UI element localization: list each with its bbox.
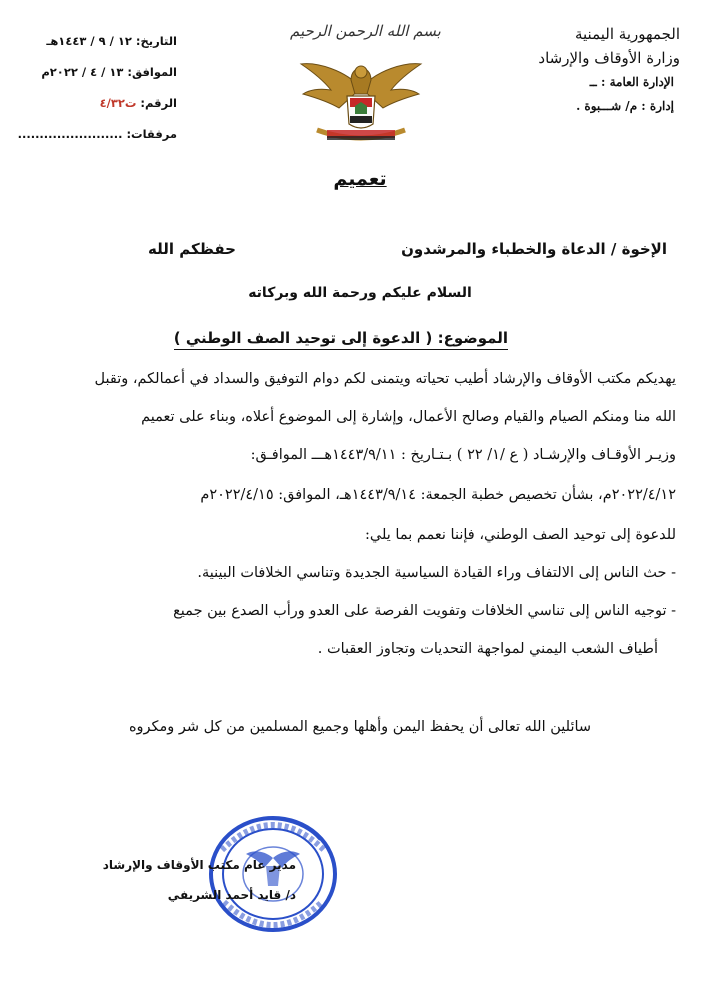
ministry-name: وزارة الأوقاف والإرشاد: [538, 49, 680, 67]
date-hijri: التاريخ: ١٢ / ٩ / ١٤٤٣هـ: [46, 34, 177, 48]
letterhead-right: [450, 22, 680, 118]
body-line: ٢٠٢٢/٤/١٢م، بشأن تخصيص خطبة الجمعة: ١٤٤٣/٩/١٤هـ، الموافق: ٢٠٢٢/٤/١٥م: [200, 487, 676, 503]
body-line: يهديكم مكتب الأوقاف والإرشاد أطيب تحياته ويتمنى لكم دوام التوفيق والسداد في أعمالكم، وتقبل: [94, 371, 676, 387]
memo-subject: الموضوع: ( الدعوة إلى توحيد الصف الوطني ): [174, 329, 508, 350]
salutation: السلام عليكم ورحمة الله وبركاته: [248, 285, 472, 301]
bullet-item-continuation: أطياف الشعب اليمني لمواجهة التحديات وتجاوز العقبات .: [317, 641, 658, 657]
country-name: الجمهورية اليمنية: [574, 25, 680, 43]
addressee-blessing: حفظكم الله: [148, 240, 236, 258]
reference-label: الرقم:: [136, 96, 177, 110]
reference-number: [32, 88, 177, 119]
closing-prayer: سائلين الله تعالى أن يحفظ اليمن وأهلها وجميع المسلمين من كل شر ومكروه: [128, 719, 592, 735]
yemen-eagle-emblem-icon: [297, 50, 425, 146]
body-line: وزيـر الأوقـاف والإرشـاد ( ع /١/ ٢٢ ) بـتـاريخ : ١٤٤٣/٩/١١هـــ الموافـق:: [250, 447, 676, 463]
signatory-position: مدير عام مكتب الأوقاف والإرشاد: [102, 858, 296, 872]
reference-value: ت٤/٣٢: [99, 96, 137, 110]
signatory-name: د/ قايد أحمد الشريفي: [167, 888, 296, 902]
letterhead-left: [17, 26, 177, 150]
body-line: للدعوة إلى توحيد الصف الوطني، فإننا نعمم بما يلي:: [365, 527, 676, 543]
general-admin: الإدارة العامة : ــ: [589, 75, 674, 89]
memo-title: تعميم: [333, 168, 387, 190]
office-name: إدارة : م/ شـــبوة .: [576, 99, 674, 113]
date-gregorian: الموافق: ١٣ / ٤ / ٢٠٢٢م: [41, 65, 177, 79]
addressee-recipients: الإخوة / الدعاة والخطباء والمرشدون: [401, 240, 667, 258]
attachments: مرفقات: ........................: [17, 127, 177, 141]
basmala: بسم الله الرحمن الرحيم: [290, 22, 441, 40]
body-line: الله منا ومنكم الصيام والقيام وصالح الأعمال، وإشارة إلى الموضوع أعلاه، وبناء على تعميم: [141, 409, 676, 425]
bullet-item: - توجيه الناس إلى تناسي الخلافات وتفويت الفرصة على العدو ورأب الصدع بين جميع: [173, 603, 676, 619]
official-round-stamp-icon: [204, 810, 342, 938]
bullet-item: - حث الناس إلى الالتفاف وراء القيادة السياسية الجديدة وتناسي الخلافات البينية.: [197, 565, 676, 581]
